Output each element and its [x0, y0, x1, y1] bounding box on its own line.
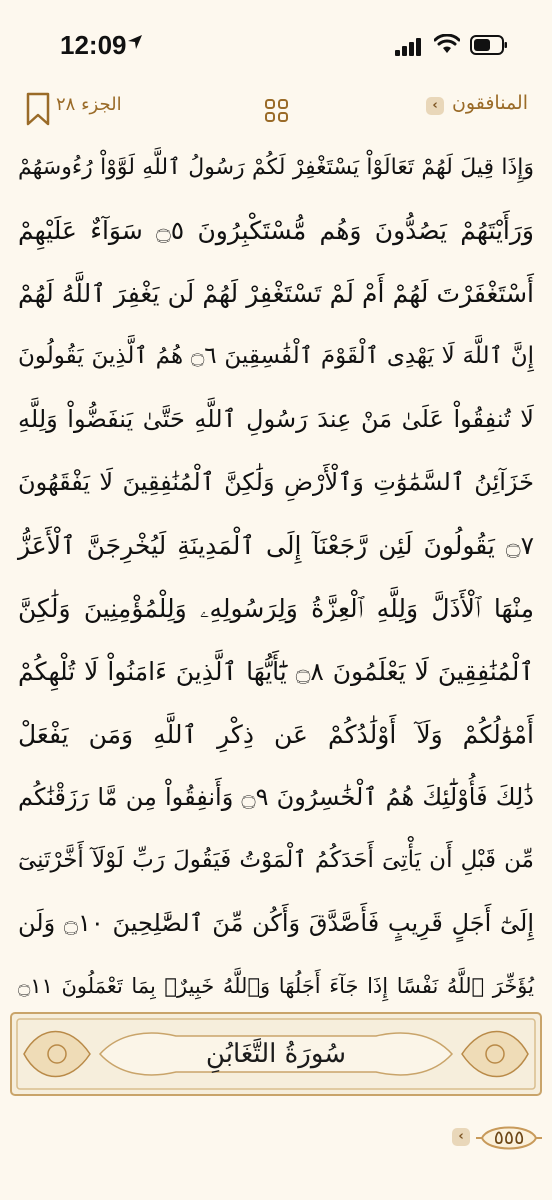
page-footer — [0, 1118, 552, 1158]
cellular-signal-icon — [395, 38, 423, 60]
verse-line[interactable]: ۝٧ يَقُولُونَ لَئِن رَّجَعْنَآ إِلَى ٱلْمَدِينَةِ لَيُخْرِجَنَّ ٱلْأَعَزُّ — [18, 531, 534, 560]
verse-line[interactable]: إِلَىٰٓ أَجَلٍ قَرِيبٍ فَأَصَّدَّقَ وَأَكُن مِّنَ ٱلصَّٰلِحِينَ ۝١٠ وَلَن — [18, 909, 534, 937]
verse-line[interactable]: إِنَّ ٱللَّهَ لَا يَهْدِى ٱلْقَوْمَ ٱلْفَٰسِقِينَ ۝٦ هُمُ ٱلَّذِينَ يَقُولُونَ — [18, 343, 534, 369]
surah-name-link[interactable]: المنافقون — [451, 92, 528, 114]
verse-line[interactable]: لَا تُنفِقُواْ عَلَىٰ مَنْ عِندَ رَسُولِ ٱللَّهِ حَتَّىٰ يَنفَضُّواْ وَلِلَّهِ — [18, 405, 534, 433]
status-bar — [0, 0, 552, 92]
verse-line[interactable]: ذَٰلِكَ فَأُوْلَٰٓئِكَ هُمُ ٱلْخَٰسِرُونَ ۝٩ وَأَنفِقُواْ مِن مَّا رَزَقْنَٰكُم — [18, 783, 534, 811]
verse-line[interactable]: وَرَأَيْتَهُمْ يَصُدُّونَ وَهُم مُّسْتَكْبِرُونَ ۝٥ سَوَآءٌ عَلَيْهِمْ — [18, 216, 534, 245]
verse-line[interactable]: أَسْتَغْفَرْتَ لَهُمْ أَمْ لَمْ تَسْتَغْفِرْ لَهُمْ لَن يَغْفِرَ ٱللَّهُ لَهُمْ — [18, 279, 534, 308]
quran-page-text — [18, 136, 534, 1018]
mushaf-top-bar — [0, 92, 552, 136]
verse-line[interactable]: مِّن قَبْلِ أَن يَأْتِىَ أَحَدَكُمُ ٱلْمَوْتُ فَيَقُولَ رَبِّ لَوْلَآ أَخَّرْتَنِىٓ — [18, 847, 534, 873]
verse-line[interactable]: ٱلْمُنَٰفِقِينَ لَا يَعْلَمُونَ ۝٨ يَٰٓأَيُّهَا ٱلَّذِينَ ءَامَنُواْ لَا تُلْهِكُمْ — [18, 657, 534, 686]
status-time: 12:09 — [60, 30, 127, 60]
verse-line[interactable]: مِنْهَا ٱلْأَذَلَّ وَلِلَّهِ ٱلْعِزَّةُ وَلِرَسُولِهِۦ وَلِلْمُؤْمِنِينَ وَلَٰكِنَّ — [18, 594, 534, 623]
verse-line[interactable]: وَإِذَا قِيلَ لَهُمْ تَعَالَوْاْ يَسْتَغْفِرْ لَكُمْ رَسُولُ ٱللَّهِ لَوَّوْاْ رُءُوسَهُمْ — [18, 155, 534, 180]
battery-icon — [470, 34, 508, 60]
surah-header-banner — [10, 1012, 542, 1096]
surah-title: سُورَةُ التَّغَابُنِ — [205, 1039, 347, 1069]
verse-line[interactable]: يُؤَخِّرَ ٱللَّهُ نَفْسًا إِذَا جَآءَ أَجَلُهَا وَٱللَّهُ خَبِيرٌۢ بِمَا تَعْمَلُونَ ۝١١ — [18, 974, 534, 998]
chevron-left-icon[interactable]: ‹ — [452, 1128, 470, 1146]
chevron-left-icon[interactable]: ‹ — [426, 97, 444, 115]
page-number[interactable]: ٥٥٥ — [493, 1127, 525, 1149]
wifi-icon — [434, 34, 460, 58]
location-arrow-icon — [126, 33, 144, 55]
verse-line[interactable]: أَمْوَٰلُكُمْ وَلَآ أَوْلَٰدُكُمْ عَن ذِكْرِ ٱللَّهِ وَمَن يَفْعَلْ — [18, 720, 534, 749]
juz-label[interactable]: الجزء ٢٨ — [56, 94, 122, 115]
bookmark-icon[interactable] — [26, 92, 50, 130]
verse-line[interactable]: خَزَآئِنُ ٱلسَّمَٰوَٰتِ وَٱلْأَرْضِ وَلَٰكِنَّ ٱلْمُنَٰفِقِينَ لَا يَفْقَهُونَ — [18, 468, 534, 496]
grid-menu-icon[interactable] — [264, 98, 290, 128]
